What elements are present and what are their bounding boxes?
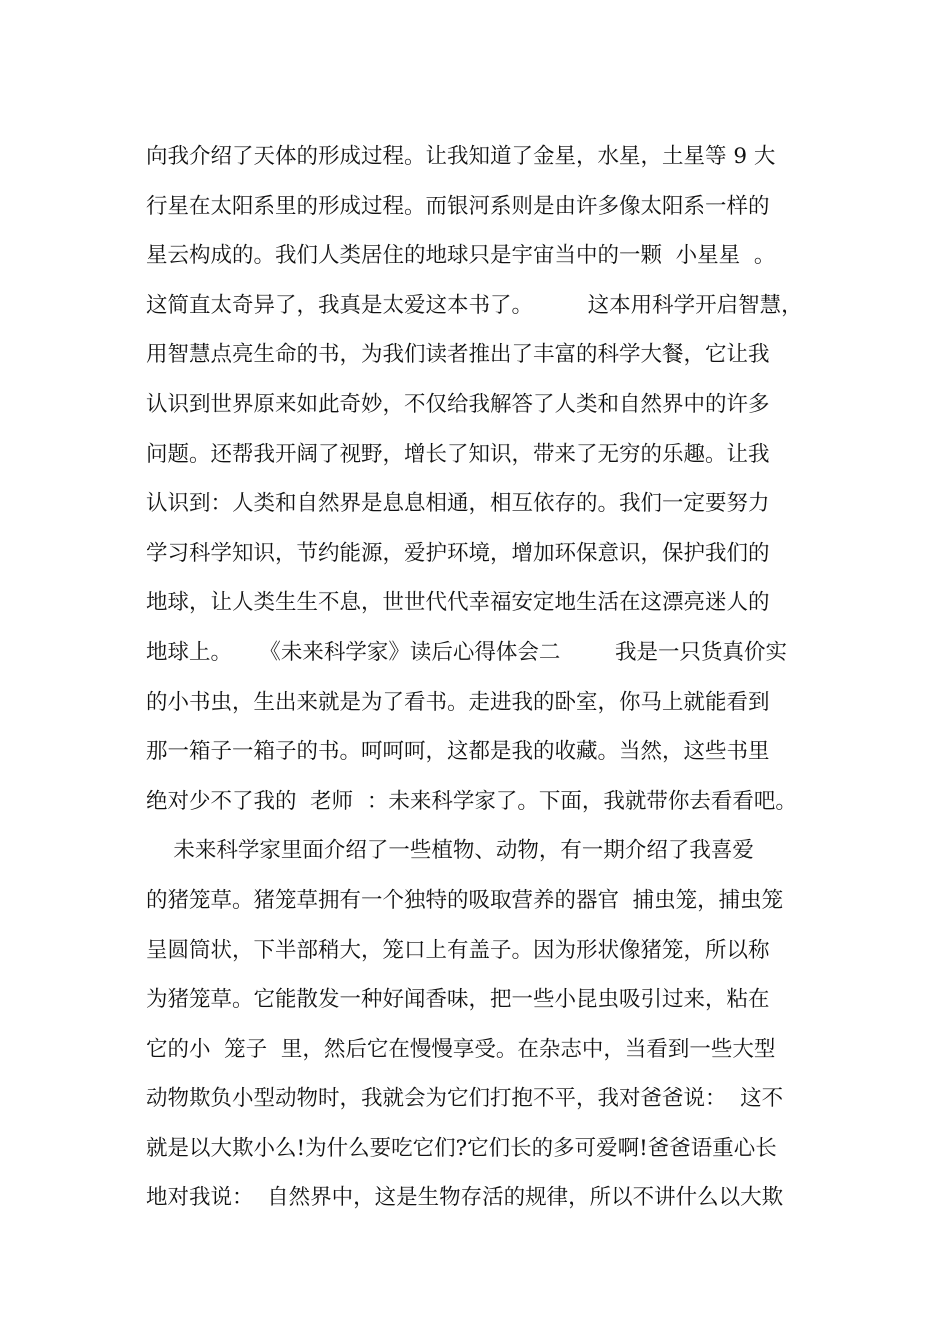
text-line: 为猪笼草。它能散发一种好闻香味，把一些小昆虫吸引过来，粘在 <box>146 987 770 1013</box>
text-line: 认识到：人类和自然界是息息相通，相互依存的。我们一定要努力 <box>146 491 770 517</box>
text-line: 地球，让人类生生不息，世世代代幸福安定地生活在这漂亮迷人的 <box>146 590 770 616</box>
text-line: 的小书虫，生出来就是为了看书。走进我的卧室，你马上就能看到 <box>146 689 770 715</box>
text-line: 行星在太阳系里的形成过程。而银河系则是由许多像太阳系一样的 <box>146 193 770 219</box>
text-line: 呈圆筒状，下半部稍大，笼口上有盖子。因为形状像猪笼，所以称 <box>146 937 770 963</box>
text-line: 向我介绍了天体的形成过程。让我知道了金星，水星，土星等 9 大 <box>146 144 776 169</box>
text-line: 认识到世界原来如此奇妙，不仅给我解答了人类和自然界中的许多 <box>146 391 770 417</box>
text-line: 那一箱子一箱子的书。呵呵呵，这都是我的收藏。当然，这些书里 <box>146 739 770 765</box>
text-line: 未来科学家里面介绍了一些植物、动物，有一期介绍了我喜爱 <box>146 838 754 864</box>
text-line: 学习科学知识，节约能源，爱护环境，增加环保意识，保护我们的 <box>146 540 770 566</box>
body-text <box>146 132 826 1223</box>
text-line: 星云构成的。我们人类居住的地球只是宇宙当中的一颗 小星星 。 <box>146 243 776 269</box>
text-line: 它的小 笼子 里，然后它在慢慢享受。在杂志中，当看到一些大型 <box>146 1036 776 1062</box>
text-line: 问题。还帮我开阔了视野，增长了知识，带来了无穷的乐趣。让我 <box>146 441 770 467</box>
text-line: 这简直太奇异了，我真是太爱这本书了。 这本用科学开启智慧， <box>146 292 803 318</box>
text-line: 地球上。 《未来科学家》读后心得体会二 我是一只货真价实 <box>146 639 788 665</box>
text-line: 绝对少不了我的 老师 ：未来科学家了。下面，我就带你去看看吧。 <box>146 788 797 814</box>
text-line: 动物欺负小型动物时，我就会为它们打抱不平，我对爸爸说： 这不 <box>146 1086 784 1112</box>
text-line: 就是以大欺小么!为什么要吃它们?它们长的多可爱啊!爸爸语重心长 <box>146 1135 777 1161</box>
text-line: 地对我说： 自然界中，这是生物存活的规律，所以不讲什么以大欺 <box>146 1185 784 1211</box>
text-line: 用智慧点亮生命的书，为我们读者推出了丰富的科学大餐，它让我 <box>146 342 770 368</box>
text-line: 的猪笼草。猪笼草拥有一个独特的吸取营养的器官 捕虫笼，捕虫笼 <box>146 887 784 913</box>
